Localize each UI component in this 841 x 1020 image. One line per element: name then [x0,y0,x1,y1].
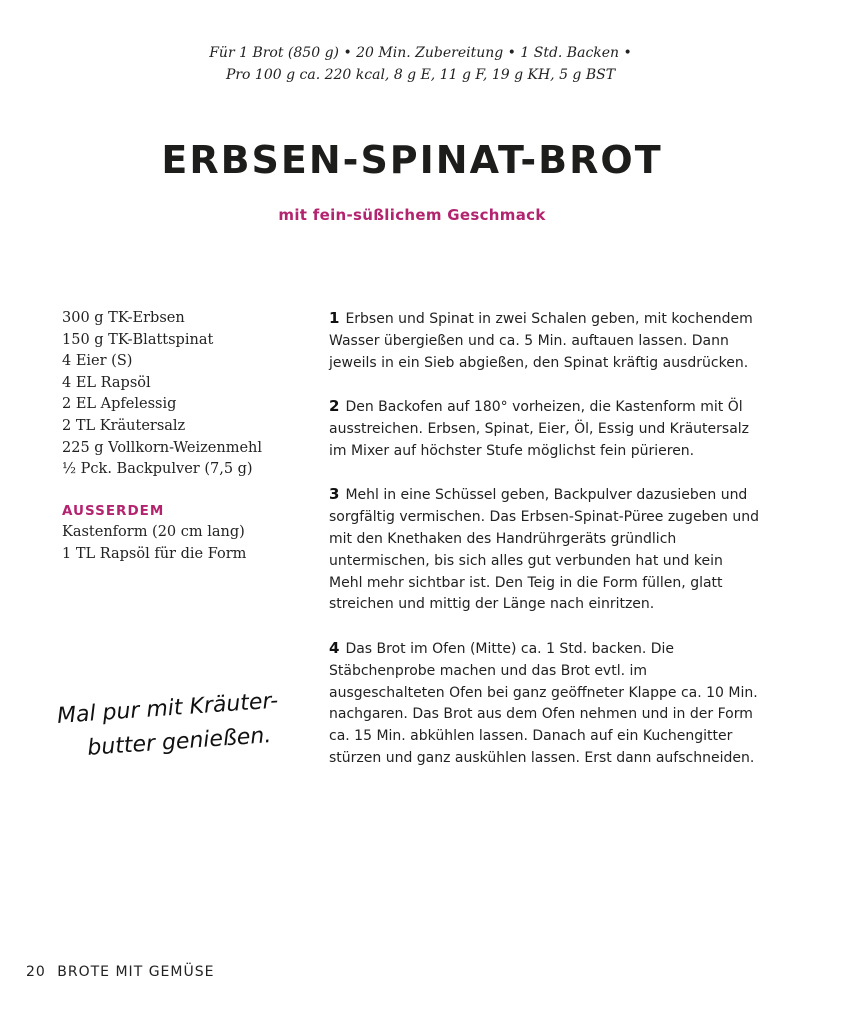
step-text: Erbsen und Spinat in zwei Schalen geben, mit kochendem Wasser übergießen und ca. 5 Min. auftauen lassen. Dann jeweils in ein Sieb abgießen, den Spinat kräftig ausdrücken. [329,311,753,371]
extra-heading: AUSSERDEM [62,502,165,519]
instruction-steps [329,308,759,792]
ingredient-item: 225 g Vollkorn-Weizenmehl [62,439,263,456]
page-number: 20 [26,964,46,980]
handwritten-tip-line-1: Mal pur mit Kräuter- [56,688,279,729]
step [329,484,759,616]
step [329,396,759,462]
step [329,308,759,374]
step [329,638,759,770]
ingredient-list [62,308,302,566]
meta-line-1: Für 1 Brot (850 g) • 20 Min. Zubereitung • 1 Std. Backen • [209,45,632,61]
step-number: 1 [329,309,340,327]
step-number: 3 [329,485,340,504]
ingredient-item: 4 Eier (S) [62,353,133,370]
step-number: 2 [329,397,340,416]
handwritten-tip-line-2: butter genießen. [86,723,273,761]
recipe-title: ERBSEN-SPINAT-BROT [161,138,663,182]
extra-item: 1 TL Rapsöl für die Form [62,545,247,562]
step-text: Mehl in eine Schüssel geben, Backpulver dazusieben und sorgfältig vermischen. Das Erbsen-Spinat-Püree zugeben und mit den Knethaken des Handrührgeräts gründlich untermischen, bis sich alles gut verbunden hat und kein Mehl mehr sichtbar ist. Den Teig in die Form füllen, glatt streichen und mittig der Länge nach einritzen. [329,487,760,613]
ingredient-item: 150 g TK-Blattspinat [62,331,214,348]
step-text: Den Backofen auf 180° vorheizen, die Kastenform mit Öl ausstreichen. Erbsen, Spinat, Eier, Öl, Essig und Kräutersalz im Mixer auf höchster Stufe möglichst fein pürieren. [329,399,750,459]
step-text: Das Brot im Ofen (Mitte) ca. 1 Std. backen. Die Stäbchenprobe machen und das Brot evtl. im ausgeschalteten Ofen bei ganz geöffneter Klappe ca. 10 Min. nachgaren. Das Brot aus dem Ofen nehmen und in der Form ca. 15 Min. abkühlen lassen. Danach auf ein Kuchengitter stürzen und ganz auskühlen lassen. Erst dann aufschneiden. [329,640,758,766]
ingredient-item: 2 TL Kräutersalz [62,417,186,434]
recipe-meta [0,42,841,86]
extra-item: Kastenform (20 cm lang) [62,524,245,541]
recipe-subtitle: mit fein-süßlichem Geschmack [278,206,546,224]
section-name: BROTE MIT GEMÜSE [57,964,215,980]
ingredient-item: 2 EL Apfelessig [62,396,177,413]
meta-line-2: Pro 100 g ca. 220 kcal, 8 g E, 11 g F, 19 g KH, 5 g BST [225,67,616,83]
handwritten-tip [56,683,310,768]
ingredient-item: 4 EL Rapsöl [62,374,151,391]
step-number: 4 [329,638,340,657]
ingredient-item: 300 g TK-Erbsen [62,310,185,326]
ingredient-item: ½ Pck. Backpulver (7,5 g) [62,461,253,478]
page-footer [26,964,214,980]
